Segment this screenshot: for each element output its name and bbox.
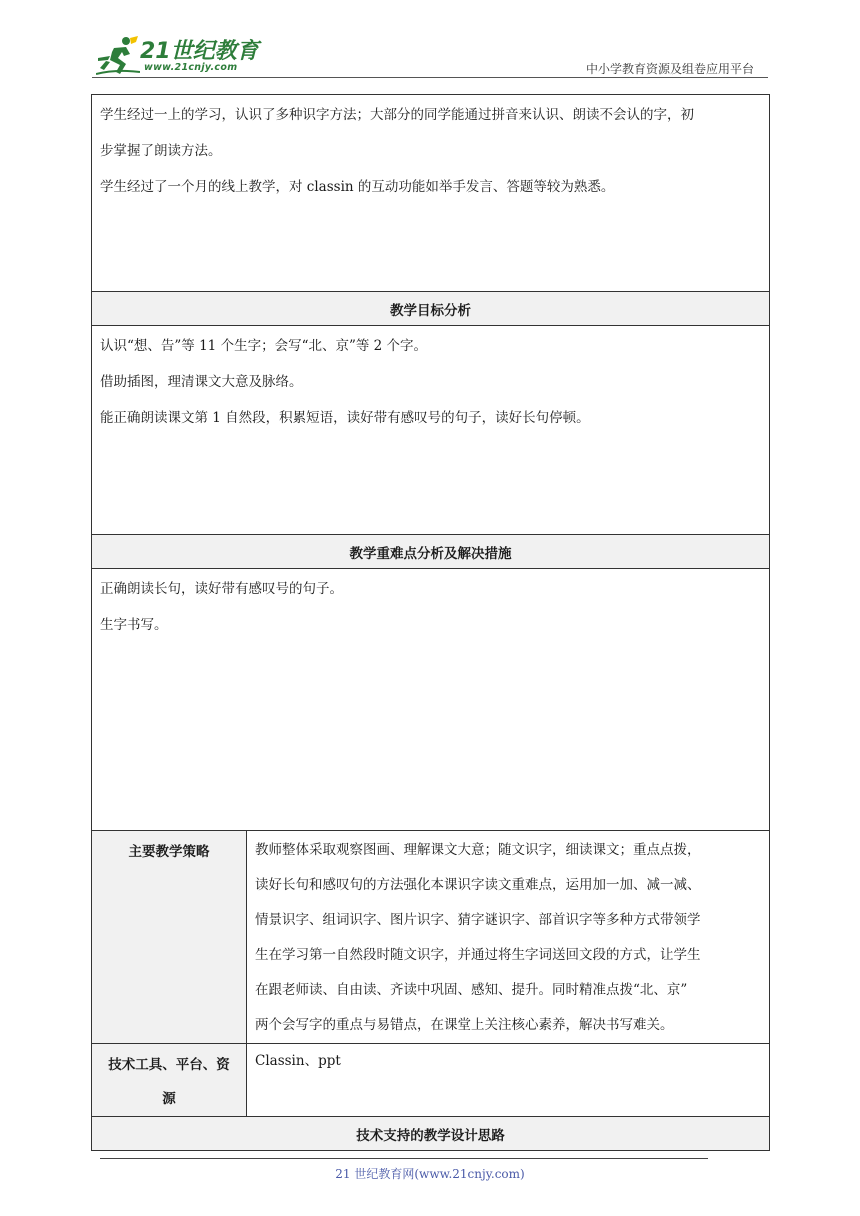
goal-item: 借助插图，理清课文大意及脉络。 — [100, 374, 303, 390]
goals-cell — [92, 326, 770, 535]
goals-row — [92, 326, 770, 535]
footer-link[interactable]: 21 世纪教育网(www.21cnjy.com) — [335, 1167, 525, 1181]
difficulties-title: 教学重难点分析及解决措施 — [92, 535, 770, 569]
platform-name: 中小学教育资源及组卷应用平台 — [585, 62, 754, 76]
student-analysis-paragraph: 学生经过一上的学习，认识了多种识字方法；大部分的同学能通过拼音来认识、朗读不会认的字，初 — [100, 107, 694, 123]
footer-divider — [100, 1158, 708, 1159]
strategy-line: 情景识字、组词识字、图片识字、猜字谜识字、部首识字等多种方式带领学 — [255, 912, 701, 928]
difficulties-header-row — [92, 535, 770, 569]
tools-row — [92, 1044, 770, 1117]
strategy-line: 读好长句和感叹句的方法强化本课识字读文重难点，运用加一加、减一减、 — [255, 877, 701, 893]
strategy-cell — [247, 831, 770, 1044]
strategy-line: 生在学习第一自然段时随文识字，并通过将生字词送回文段的方式，让学生 — [255, 947, 701, 963]
strategy-text — [247, 831, 769, 1043]
site-logo[interactable] — [92, 34, 262, 76]
strategy-line: 教师整体采取观察图画、理解课文大意；随文识字，细读课文；重点点拨， — [255, 842, 701, 858]
tools-value: Classin、ppt — [247, 1044, 770, 1117]
strategy-line: 两个会写字的重点与易错点，在课堂上关注核心素养，解决书写难关。 — [255, 1017, 674, 1033]
strategy-label: 主要教学策略 — [92, 831, 247, 1044]
tools-label — [92, 1044, 247, 1117]
student-analysis-paragraph: 步掌握了朗读方法。 — [100, 143, 222, 159]
design-title: 技术支持的教学设计思路 — [92, 1117, 770, 1151]
header-divider — [92, 77, 768, 78]
goal-item: 认识“想、告”等 11 个生字；会写“北、京”等 2 个字。 — [100, 338, 428, 354]
student-analysis-row — [92, 95, 770, 292]
difficulty-item: 正确朗读长句，读好带有感叹号的句子。 — [100, 581, 343, 597]
strategy-line: 在跟老师读、自由读、齐读中巩固、感知、提升。同时精准点拨“北、京” — [255, 982, 688, 998]
strategy-row — [92, 831, 770, 1044]
student-analysis-cell — [92, 95, 770, 292]
page-header — [92, 30, 764, 80]
difficulties-row — [92, 569, 770, 831]
goals-title: 教学目标分析 — [92, 292, 770, 326]
logo-url: www.21cnjy.com — [144, 62, 238, 73]
goal-item: 能正确朗读课文第 1 自然段，积累短语，读好带有感叹号的句子，读好长句停顿。 — [100, 410, 590, 426]
goals-header-row — [92, 292, 770, 326]
difficulties-cell — [92, 569, 770, 831]
runner-logo-icon — [96, 36, 140, 76]
design-header-row — [92, 1117, 770, 1151]
tools-label-line: 源 — [162, 1091, 176, 1107]
tools-label-line: 技术工具、平台、资 — [108, 1057, 230, 1073]
lesson-plan-table — [91, 94, 770, 1151]
logo-title: 21世纪教育 — [140, 39, 259, 64]
difficulty-item: 生字书写。 — [100, 617, 168, 633]
student-analysis-paragraph: 学生经过了一个月的线上教学，对 classin 的互动功能如举手发言、答题等较为熟悉。 — [100, 179, 615, 195]
